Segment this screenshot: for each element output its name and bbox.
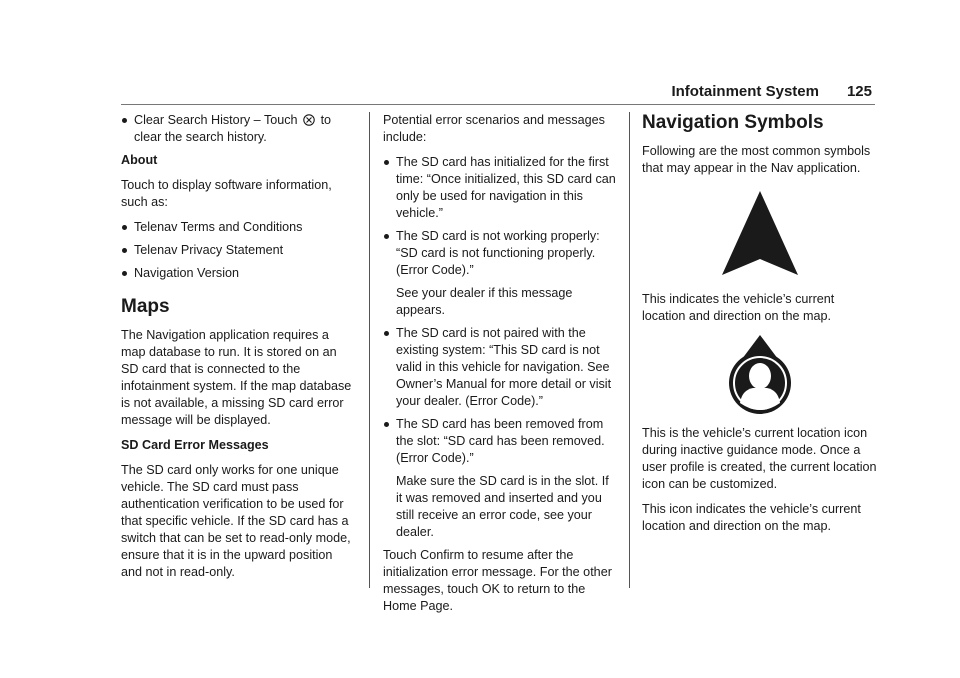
list-item: Telenav Privacy Statement — [121, 242, 356, 259]
maps-heading: Maps — [121, 296, 170, 317]
column-3 — [642, 112, 880, 543]
column-2 — [383, 112, 618, 623]
profile-location-icon — [726, 333, 794, 417]
list-item: The SD card has been removed from the slot: “SD card has been removed. (Error Code).” — [383, 416, 618, 467]
sd-errors-text: The SD card only works for one unique vehicle. The SD card must pass authentication verification to be used for that specific vehicle. If the SD card has a switch that can be set to read-only mode, ensure that it is in the upward position and not in read-only. — [121, 463, 351, 579]
page-number: 125 — [846, 83, 872, 100]
maps-text: The Navigation application requires a map database to run. It is stored on an SD card that is connected to the infotainment system. If the map database is not available, a missing SD card error message will be displayed. — [121, 328, 352, 427]
column-divider-1 — [369, 112, 370, 588]
list-item: The SD card is not paired with the existing system: “This SD card is not valid in this vehicle for navigation. See Owner’s Manual for more detail or visit your dealer. (Error Code).” — [383, 325, 618, 410]
final-description: This icon indicates the vehicle’s current location and direction on the map. — [642, 502, 861, 533]
arrow-description: This indicates the vehicle’s current location and direction on the map. — [642, 292, 835, 323]
about-text: Touch to display software information, such as: — [121, 178, 332, 209]
profile-description: This is the vehicle’s current location icon during inactive guidance mode. Once a user profile is created, the current location icon can be customized. — [642, 426, 877, 491]
nav-symbols-heading: Navigation Symbols — [642, 112, 824, 133]
list-item: The SD card has initialized for the first time: “Once initialized, this SD card can only be used for navigation in this vehicle.” — [383, 154, 618, 222]
about-heading: About — [121, 153, 158, 167]
clear-history-text-c: the search history. — [164, 130, 267, 144]
errors-outro: Touch Confirm to resume after the initialization error message. For the other messages, touch OK to return to the Home Page. — [383, 548, 612, 613]
page-header — [671, 83, 872, 100]
errors-intro: Potential error scenarios and messages include: — [383, 113, 605, 144]
column-1 — [121, 112, 356, 589]
sd-errors-heading: SD Card Error Messages — [121, 438, 269, 452]
list-item-note: Make sure the SD card is in the slot. If it was removed and inserted and you still receive an error code, see your dealer. — [396, 474, 609, 539]
list-item: The SD card is not working properly: “SD card is not functioning properly. (Error Code).” — [383, 228, 618, 279]
list-item: Telenav Terms and Conditions — [121, 219, 356, 236]
column-divider-2 — [629, 112, 630, 588]
header-rule — [121, 104, 875, 105]
section-title: Infotainment System — [671, 83, 819, 100]
x-circle-icon — [303, 114, 315, 126]
clear-history-text-b: to clear — [134, 113, 332, 144]
nav-symbols-intro: Following are the most common symbols that may appear in the Nav application. — [642, 144, 871, 175]
list-item-note: See your dealer if this message appears. — [396, 286, 573, 317]
clear-history-text-a: Clear Search History – Touch — [134, 113, 298, 127]
list-item: Navigation Version — [121, 265, 356, 282]
location-arrow-icon — [720, 189, 800, 279]
clear-history-item — [121, 112, 356, 146]
